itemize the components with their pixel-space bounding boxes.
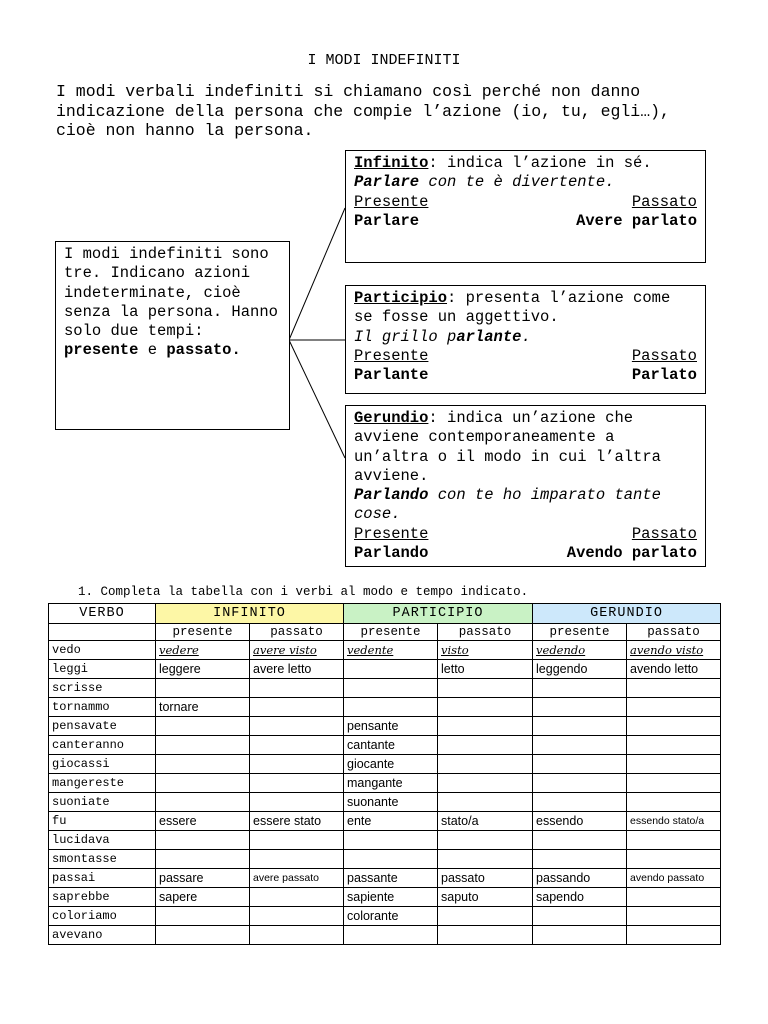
cell-gerundio-passato[interactable] [627,717,721,736]
cell-participio-presente[interactable]: mangante [344,774,438,793]
cell-participio-passato: visto [438,641,533,660]
cell-infinito-passato[interactable] [250,717,344,736]
cell-infinito-passato[interactable] [250,850,344,869]
cell-infinito-passato[interactable] [250,755,344,774]
cell-infinito-passato[interactable] [250,888,344,907]
subheader-gerundio-passato: passato [627,624,721,641]
cell-verb: suoniate [49,793,156,812]
cell-infinito-presente[interactable]: tornare [156,698,250,717]
cell-gerundio-presente[interactable] [533,926,627,945]
cell-infinito-passato[interactable] [250,793,344,812]
cell-verb: fu [49,812,156,831]
cell-gerundio-passato[interactable] [627,926,721,945]
gerundio-example [354,486,697,525]
summary-and: e [147,341,158,360]
cell-gerundio-presente[interactable]: passando [533,869,627,888]
cell-verb: mangereste [49,774,156,793]
cell-verb: scrisse [49,679,156,698]
cell-verb: tornammo [49,698,156,717]
infinito-passato-label: Passato [631,192,697,211]
infinito-presente-value: Parlare [354,211,420,230]
gerundio-term: Gerundio [354,409,429,427]
gerundio-passato-label: Passato [631,524,697,543]
participio-presente-value: Parlante [354,366,429,385]
cell-gerundio-presente[interactable] [533,717,627,736]
cell-participio-passato[interactable] [438,774,533,793]
cell-infinito-presente[interactable] [156,755,250,774]
cell-participio-passato[interactable]: passato [438,869,533,888]
summary-presente: presente [64,341,139,360]
cell-gerundio-presente[interactable] [533,907,627,926]
exercise-instruction: 1. Completa la tabella con i verbi al modo e tempo indicato. [78,585,529,599]
cell-verb: pensavate [49,717,156,736]
subheader-infinito-presente: presente [156,624,250,641]
participio-term: Participio [354,289,448,307]
cell-gerundio-passato: avendo visto [627,641,721,660]
gerundio-box [345,405,706,567]
cell-verb: coloriamo [49,907,156,926]
infinito-definition [354,154,697,173]
cell-gerundio-presente[interactable] [533,774,627,793]
cell-gerundio-passato[interactable] [627,736,721,755]
infinito-example-bold: Parlare [354,173,420,192]
cell-gerundio-presente: vedendo [533,641,627,660]
cell-participio-presente[interactable]: giocante [344,755,438,774]
cell-infinito-passato[interactable]: avere letto [250,660,344,679]
header-verbo: VERBO [49,604,156,624]
cell-infinito-presente[interactable] [156,774,250,793]
cell-participio-presente[interactable]: sapiente [344,888,438,907]
gerundio-tense-values [354,544,697,563]
cell-gerundio-presente[interactable] [533,755,627,774]
participio-example-pre: Il grillo p [354,327,457,346]
gerundio-passato-value: Avendo parlato [566,544,697,563]
infinito-tense-labels [354,193,697,212]
cell-infinito-presente[interactable] [156,831,250,850]
cell-participio-passato[interactable]: stato/a [438,812,533,831]
cell-gerundio-presente[interactable]: leggendo [533,660,627,679]
cell-participio-presente[interactable] [344,698,438,717]
cell-gerundio-passato[interactable]: avendo letto [627,660,721,679]
cell-gerundio-presente[interactable] [533,831,627,850]
cell-participio-presente[interactable] [344,926,438,945]
intro-paragraph: I modi verbali indefiniti si chiamano così perché non danno indicazione della persona che compie l’azione (io, tu, egli…), cioè non hanno la persona. [56,82,670,140]
cell-infinito-passato[interactable]: avere passato [250,869,344,888]
subheader-participio-passato: passato [438,624,533,641]
cell-gerundio-passato[interactable] [627,850,721,869]
infinito-presente-label: Presente [354,192,429,211]
header-infinito: INFINITO [156,604,344,624]
gerundio-tense-labels [354,525,697,544]
table-subheader-row [49,624,721,641]
cell-participio-passato[interactable] [438,793,533,812]
participio-tense-values [354,366,697,385]
table-row [49,755,721,774]
cell-infinito-passato[interactable] [250,679,344,698]
infinito-tense-values [354,212,697,231]
cell-verb: passai [49,869,156,888]
cell-infinito-presente[interactable] [156,793,250,812]
cell-gerundio-presente[interactable] [533,679,627,698]
connector-to-infinito [289,208,345,340]
gerundio-example-bold: Parlando [354,486,429,505]
cell-gerundio-passato[interactable] [627,831,721,850]
cell-participio-presente[interactable]: ente [344,812,438,831]
cell-participio-passato[interactable]: saputo [438,888,533,907]
table-row [49,907,721,926]
infinito-term: Infinito [354,154,429,172]
cell-gerundio-presente[interactable] [533,793,627,812]
cell-infinito-presente[interactable]: leggere [156,660,250,679]
cell-participio-presente[interactable] [344,679,438,698]
cell-verb: lucidava [49,831,156,850]
cell-participio-passato[interactable] [438,679,533,698]
page-title: I MODI INDEFINITI [307,52,461,69]
cell-infinito-presente[interactable] [156,907,250,926]
table-row [49,850,721,869]
gerundio-definition [354,409,697,486]
cell-participio-presente[interactable]: passante [344,869,438,888]
cell-participio-passato[interactable] [438,831,533,850]
participio-passato-label: Passato [631,346,697,365]
participio-presente-label: Presente [354,346,429,365]
cell-infinito-presente[interactable] [156,736,250,755]
cell-infinito-presente[interactable]: passare [156,869,250,888]
participio-example-bold: arlante [456,327,522,346]
cell-participio-passato[interactable] [438,850,533,869]
gerundio-presente-value: Parlando [354,544,429,563]
subheader-empty [49,624,156,641]
cell-participio-presente[interactable]: cantante [344,736,438,755]
cell-verb: saprebbe [49,888,156,907]
cell-infinito-presente[interactable]: essere [156,812,250,831]
cell-verb: smontasse [49,850,156,869]
table-row [49,736,721,755]
cell-infinito-presente[interactable]: sapere [156,888,250,907]
table-row [49,793,721,812]
cell-gerundio-presente[interactable] [533,736,627,755]
cell-participio-presente: vedente [344,641,438,660]
cell-gerundio-passato[interactable] [627,793,721,812]
cell-gerundio-passato[interactable] [627,888,721,907]
verb-table [48,603,721,945]
gerundio-example-rest: con te ho imparato tante cose. [354,486,661,524]
gerundio-presente-label: Presente [354,524,429,543]
cell-gerundio-presente[interactable] [533,698,627,717]
cell-participio-presente[interactable] [344,660,438,679]
cell-infinito-passato[interactable] [250,907,344,926]
cell-verb: canteranno [49,736,156,755]
cell-participio-presente[interactable]: colorante [344,907,438,926]
summary-box [55,241,290,430]
cell-infinito-passato[interactable] [250,831,344,850]
gerundio-definition-text: : indica un’azione che avviene contemporaneamente a un’altra o il modo in cui l’altra avviene. [354,409,661,485]
cell-infinito-passato: avere visto [250,641,344,660]
infinito-example-rest: con te è divertente. [419,173,615,192]
cell-participio-presente[interactable] [344,831,438,850]
infinito-box [345,150,706,263]
table-group-header-row [49,604,721,624]
cell-verb: avevano [49,926,156,945]
table-row [49,660,721,679]
cell-gerundio-passato[interactable]: essendo stato/a [627,812,721,831]
table-body [49,641,721,945]
table-row [49,831,721,850]
subheader-gerundio-presente: presente [533,624,627,641]
participio-definition-text: : presenta l’azione come se fosse un aggettivo. [354,289,671,327]
cell-infinito-presente[interactable] [156,850,250,869]
participio-passato-value: Parlato [631,366,697,385]
cell-infinito-passato[interactable]: essere stato [250,812,344,831]
participio-example-post: . [521,327,531,346]
cell-participio-presente[interactable]: pensante [344,717,438,736]
infinito-passato-value: Avere parlato [576,211,697,230]
cell-gerundio-passato[interactable] [627,755,721,774]
connector-to-gerundio [289,340,345,458]
cell-infinito-passato[interactable] [250,736,344,755]
cell-verb: vedo [49,641,156,660]
subheader-participio-presente: presente [344,624,438,641]
cell-participio-presente[interactable]: suonante [344,793,438,812]
cell-participio-passato[interactable] [438,755,533,774]
table-row [49,698,721,717]
table-row [49,888,721,907]
cell-infinito-presente[interactable] [156,926,250,945]
cell-gerundio-presente[interactable]: sapendo [533,888,627,907]
participio-box [345,285,706,394]
cell-participio-passato[interactable]: letto [438,660,533,679]
cell-participio-presente[interactable] [344,850,438,869]
header-participio: PARTICIPIO [344,604,533,624]
summary-text: I modi indefiniti sono tre. Indicano azioni indeterminate, cioè senza la persona. Hanno solo due tempi: [64,245,278,341]
cell-infinito-passato[interactable] [250,698,344,717]
cell-gerundio-passato[interactable]: avendo passato [627,869,721,888]
table-row [49,641,721,660]
cell-verb: leggi [49,660,156,679]
cell-gerundio-passato[interactable] [627,907,721,926]
cell-infinito-passato[interactable] [250,926,344,945]
participio-definition [354,289,697,328]
infinito-definition-text: : indica l’azione in sé. [428,154,652,172]
participio-tense-labels [354,347,697,366]
cell-gerundio-passato[interactable] [627,679,721,698]
table-row [49,679,721,698]
cell-infinito-passato[interactable] [250,774,344,793]
table-row [49,774,721,793]
cell-gerundio-presente[interactable]: essendo [533,812,627,831]
cell-gerundio-presente[interactable] [533,850,627,869]
cell-participio-passato[interactable] [438,736,533,755]
subheader-infinito-passato: passato [250,624,344,641]
summary-passato: passato. [166,341,241,360]
cell-participio-passato[interactable] [438,926,533,945]
table-row [49,717,721,736]
infinito-example [354,173,697,192]
table-row [49,812,721,831]
cell-gerundio-passato[interactable] [627,774,721,793]
table-row [49,869,721,888]
cell-infinito-presente[interactable] [156,717,250,736]
cell-participio-passato[interactable] [438,907,533,926]
header-gerundio: GERUNDIO [533,604,721,624]
cell-infinito-presente[interactable] [156,679,250,698]
cell-verb: giocassi [49,755,156,774]
cell-participio-passato[interactable] [438,698,533,717]
cell-infinito-presente: vedere [156,641,250,660]
cell-participio-passato[interactable] [438,717,533,736]
table-row [49,926,721,945]
participio-example [354,328,697,347]
cell-gerundio-passato[interactable] [627,698,721,717]
